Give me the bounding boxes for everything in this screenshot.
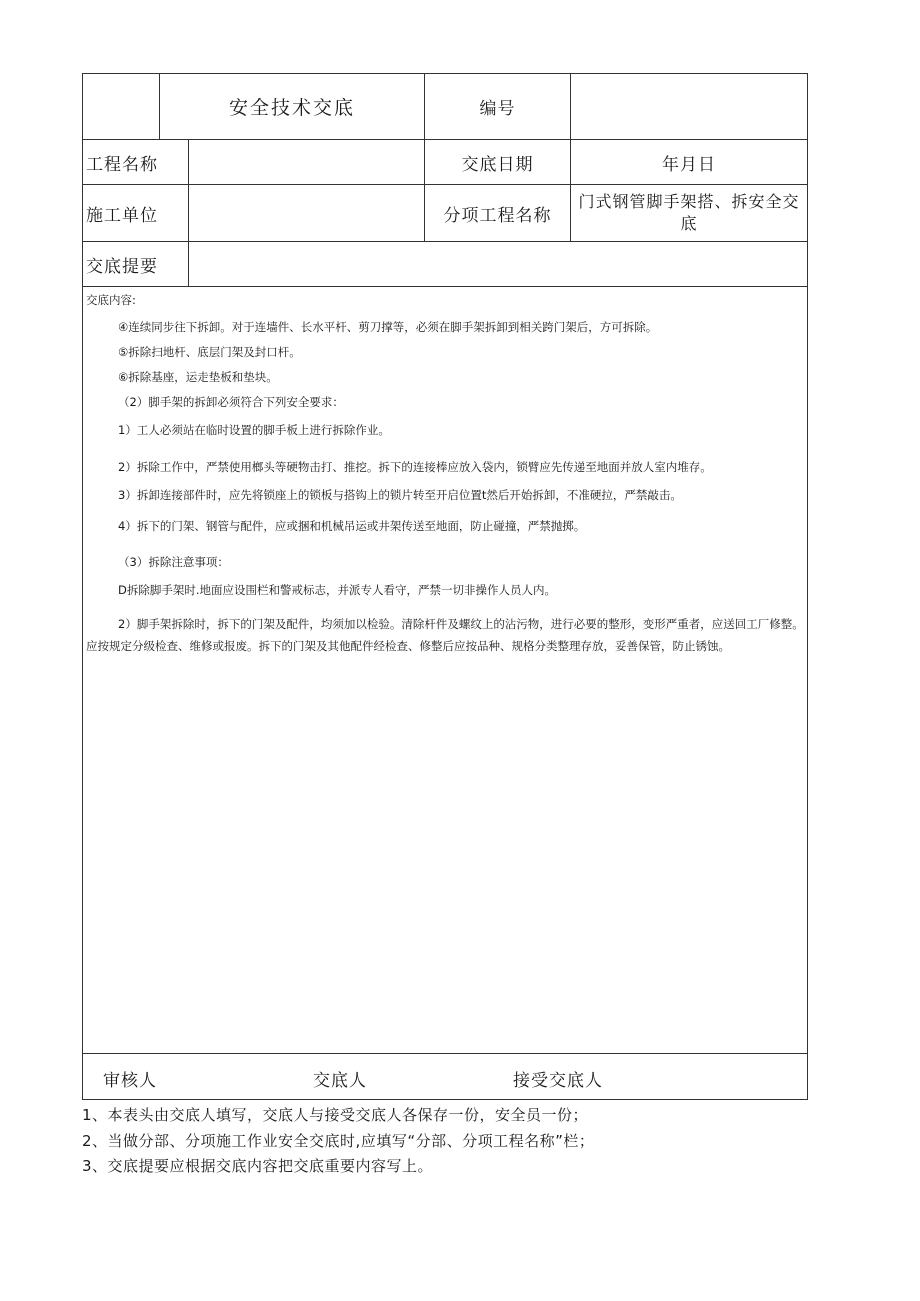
column-divider — [188, 139, 189, 286]
form-title: 安全技术交底 — [228, 97, 355, 119]
content-line: 1）工人必须站在临时设置的脚手板上进行拆除作业。 — [118, 423, 390, 437]
date-value[interactable]: 年月日 — [662, 154, 716, 175]
footnote-3: 3、交底提要应根据交底内容把交底重要内容写上。 — [82, 1157, 434, 1175]
summary-label: 交底提要 — [86, 256, 158, 277]
footnote-1: 1、本表头由交底人填写，交底人与接受交底人各保存一份，安全员一份； — [82, 1106, 589, 1124]
content-line: 4）拆下的门架、钢管与配件，应或捆和机械吊运或井架传送至地面，防止碰撞，严禁抛掷。 — [118, 519, 586, 533]
content-line: ⑥拆除基座，运走垫板和垫块。 — [118, 370, 278, 384]
sub-project-label: 分项工程名称 — [443, 205, 552, 226]
project-name-value[interactable] — [192, 140, 422, 184]
row-divider — [82, 286, 808, 287]
summary-value[interactable] — [192, 242, 802, 286]
content-line: （3）拆除注意事项： — [118, 555, 229, 569]
reviewer-signature[interactable]: 审核人 — [103, 1071, 157, 1091]
number-value[interactable] — [571, 74, 807, 139]
content-paragraph: 2）脚手架拆除时，拆下的门架及配件，均须加以检验。清除杆件及螺纹上的沾污物，进行必要的整形，变形严重者，应送回工厂修整。应按规定分级检查、维修或报废。拆下的门架及其他配件经检查、修整后应按品种、规格分类整理存放，妥善保管，防止锈蚀。 — [86, 617, 804, 653]
project-name-label: 工程名称 — [86, 154, 158, 175]
row-divider — [82, 1053, 808, 1054]
content-line: ⑤拆除扫地杆、底层门架及封口杆。 — [118, 345, 301, 359]
content-line: （2）脚手架的拆卸必须符合下列安全要求： — [118, 395, 344, 409]
content-heading: 交底内容: — [86, 293, 136, 307]
content-line: 3）拆卸连接部件时，应先将锁座上的锁板与搭钩上的锁片转至开启位置t然后开始拆卸，不准硬拉，严禁敲击。 — [118, 488, 682, 502]
number-label: 编号 — [479, 99, 516, 119]
sub-project-value[interactable]: 门式钢管脚手架搭、拆安全交底 — [578, 192, 800, 233]
construction-unit-label: 施工单位 — [86, 205, 158, 226]
date-label: 交底日期 — [461, 154, 534, 175]
construction-unit-value[interactable] — [192, 185, 422, 241]
footnote-2: 2、当做分部、分项施工作业安全交底时,应填写“分部、分项工程名称”栏； — [82, 1132, 595, 1150]
content-line: D拆除脚手架时.地面应设围栏和警戒标志，并派专人看守，严禁一切非操作人员人内。 — [118, 583, 557, 597]
content-line: 2）拆除工作中，严禁使用榔头等硬物击打、推挖。拆下的连接棒应放入袋内，锁臂应先传递至地面并放人室内堆存。 — [118, 460, 712, 474]
presenter-signature[interactable]: 交底人 — [313, 1071, 367, 1091]
receiver-signature[interactable]: 接受交底人 — [513, 1071, 603, 1091]
content-line: ④连续同步往下拆卸。对于连墙件、长水平杆、剪刀撑等，必须在脚手架拆卸到相关跨门架后，方可拆除。 — [118, 320, 658, 334]
